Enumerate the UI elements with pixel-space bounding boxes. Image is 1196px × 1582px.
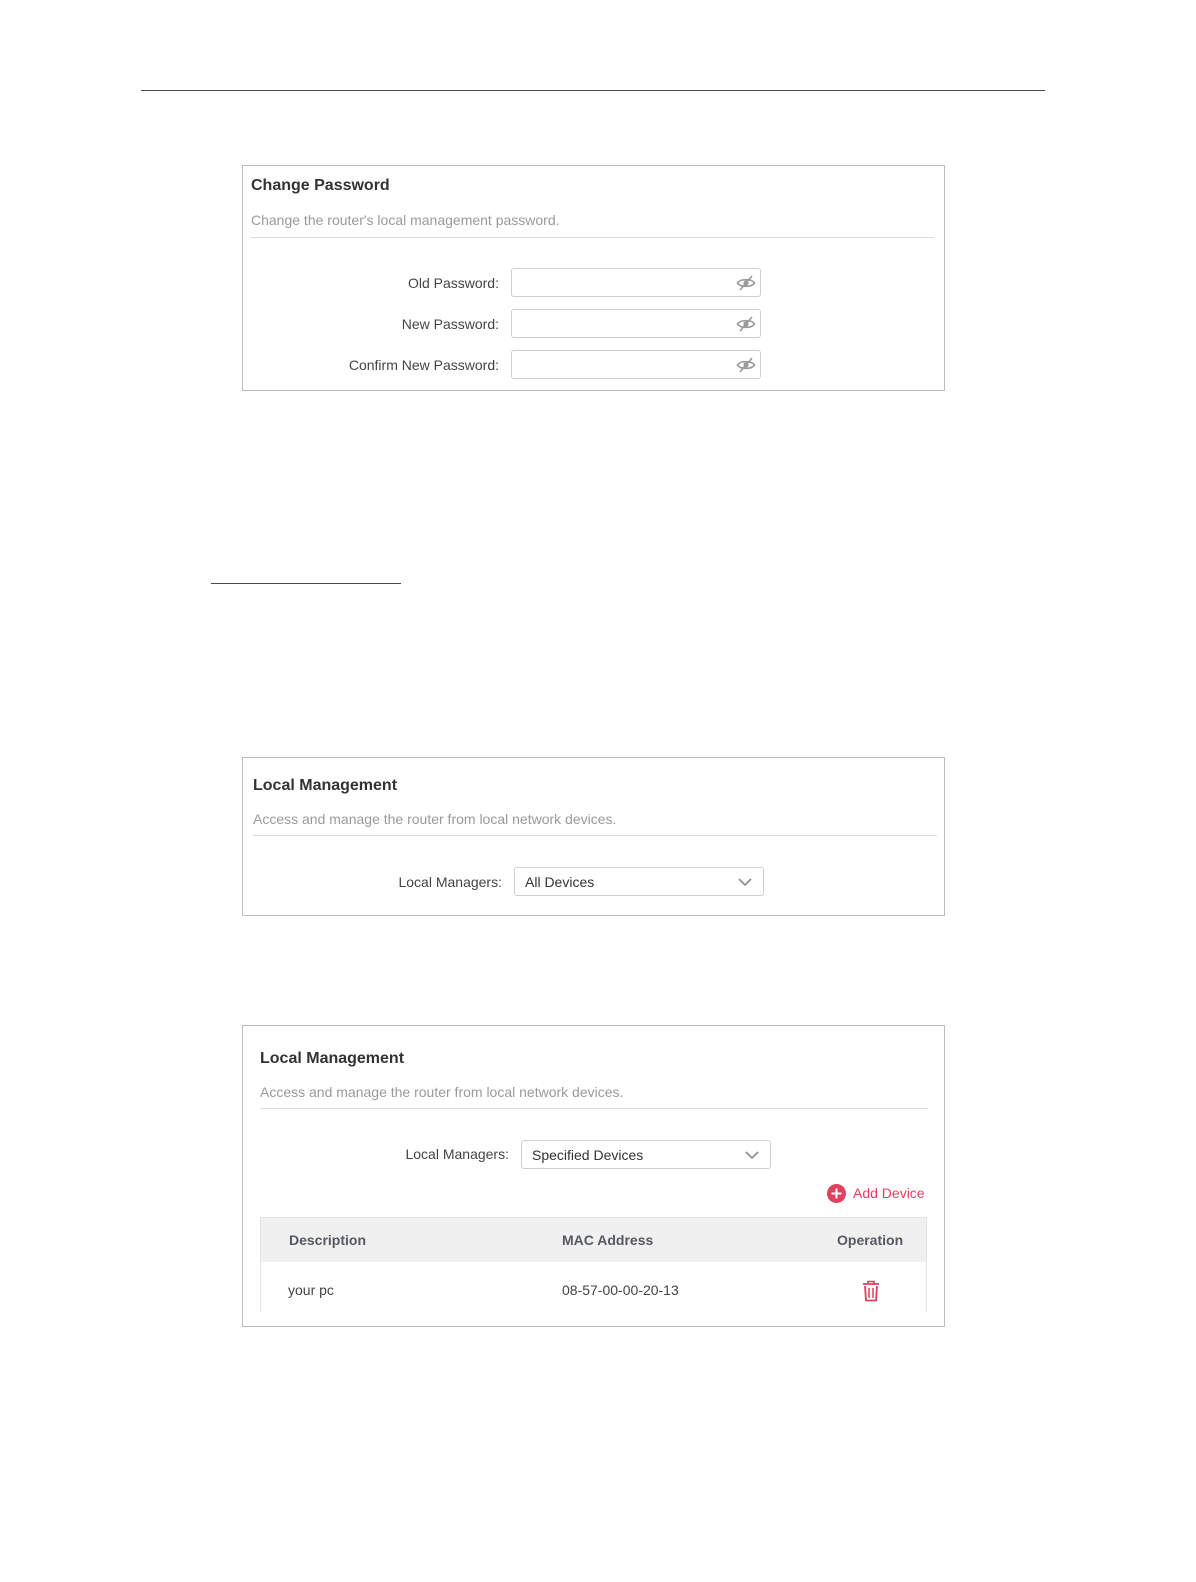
page-header-rule	[141, 90, 1045, 91]
add-device-label[interactable]: Add Device	[853, 1185, 925, 1201]
new-password-input[interactable]	[520, 314, 730, 333]
local-managers-select[interactable]	[514, 867, 764, 896]
panel-description: Change the router's local management password.	[251, 212, 560, 228]
chevron-down-icon	[744, 1148, 760, 1162]
eye-slash-icon[interactable]	[736, 273, 756, 293]
panel-divider	[251, 237, 934, 238]
device-description: your pc	[288, 1282, 334, 1298]
panel-divider	[253, 835, 937, 836]
local-managers-label: Local Managers:	[398, 874, 502, 890]
local-managers-label: Local Managers:	[405, 1146, 509, 1162]
confirm-password-input[interactable]	[520, 355, 730, 374]
panel-title: Change Password	[251, 177, 390, 194]
new-password-field[interactable]	[511, 309, 761, 338]
panel-description: Access and manage the router from local network devices.	[253, 811, 617, 827]
panel-title: Local Management	[260, 1050, 405, 1067]
panel-title: Local Management	[253, 777, 398, 794]
old-password-input[interactable]	[520, 273, 730, 292]
column-header-mac-address: MAC Address	[562, 1232, 654, 1248]
confirm-password-field[interactable]	[511, 350, 761, 379]
column-header-description: Description	[289, 1232, 367, 1248]
chevron-down-icon	[737, 875, 753, 889]
eye-slash-icon[interactable]	[736, 314, 756, 334]
device-mac-address: 08-57-00-00-20-13	[562, 1282, 679, 1298]
eye-slash-icon[interactable]	[736, 355, 756, 375]
new-password-label: New Password:	[401, 316, 499, 332]
table-header	[261, 1218, 926, 1262]
old-password-label: Old Password:	[407, 275, 499, 291]
column-header-operation: Operation	[837, 1232, 904, 1248]
local-managers-value: All Devices	[525, 874, 595, 890]
old-password-field[interactable]	[511, 268, 761, 297]
table-row	[261, 1262, 926, 1313]
footnote-rule	[211, 583, 401, 584]
device-table	[260, 1217, 927, 1312]
local-managers-select[interactable]	[521, 1140, 771, 1169]
local-managers-value: Specified Devices	[532, 1147, 644, 1163]
trash-icon[interactable]	[861, 1280, 881, 1302]
plus-circle-icon[interactable]	[827, 1184, 846, 1203]
local-management-panel	[242, 757, 945, 916]
panel-divider	[260, 1108, 928, 1109]
change-password-panel	[242, 165, 945, 391]
confirm-password-label: Confirm New Password:	[348, 357, 499, 373]
panel-description: Access and manage the router from local network devices.	[260, 1084, 624, 1100]
